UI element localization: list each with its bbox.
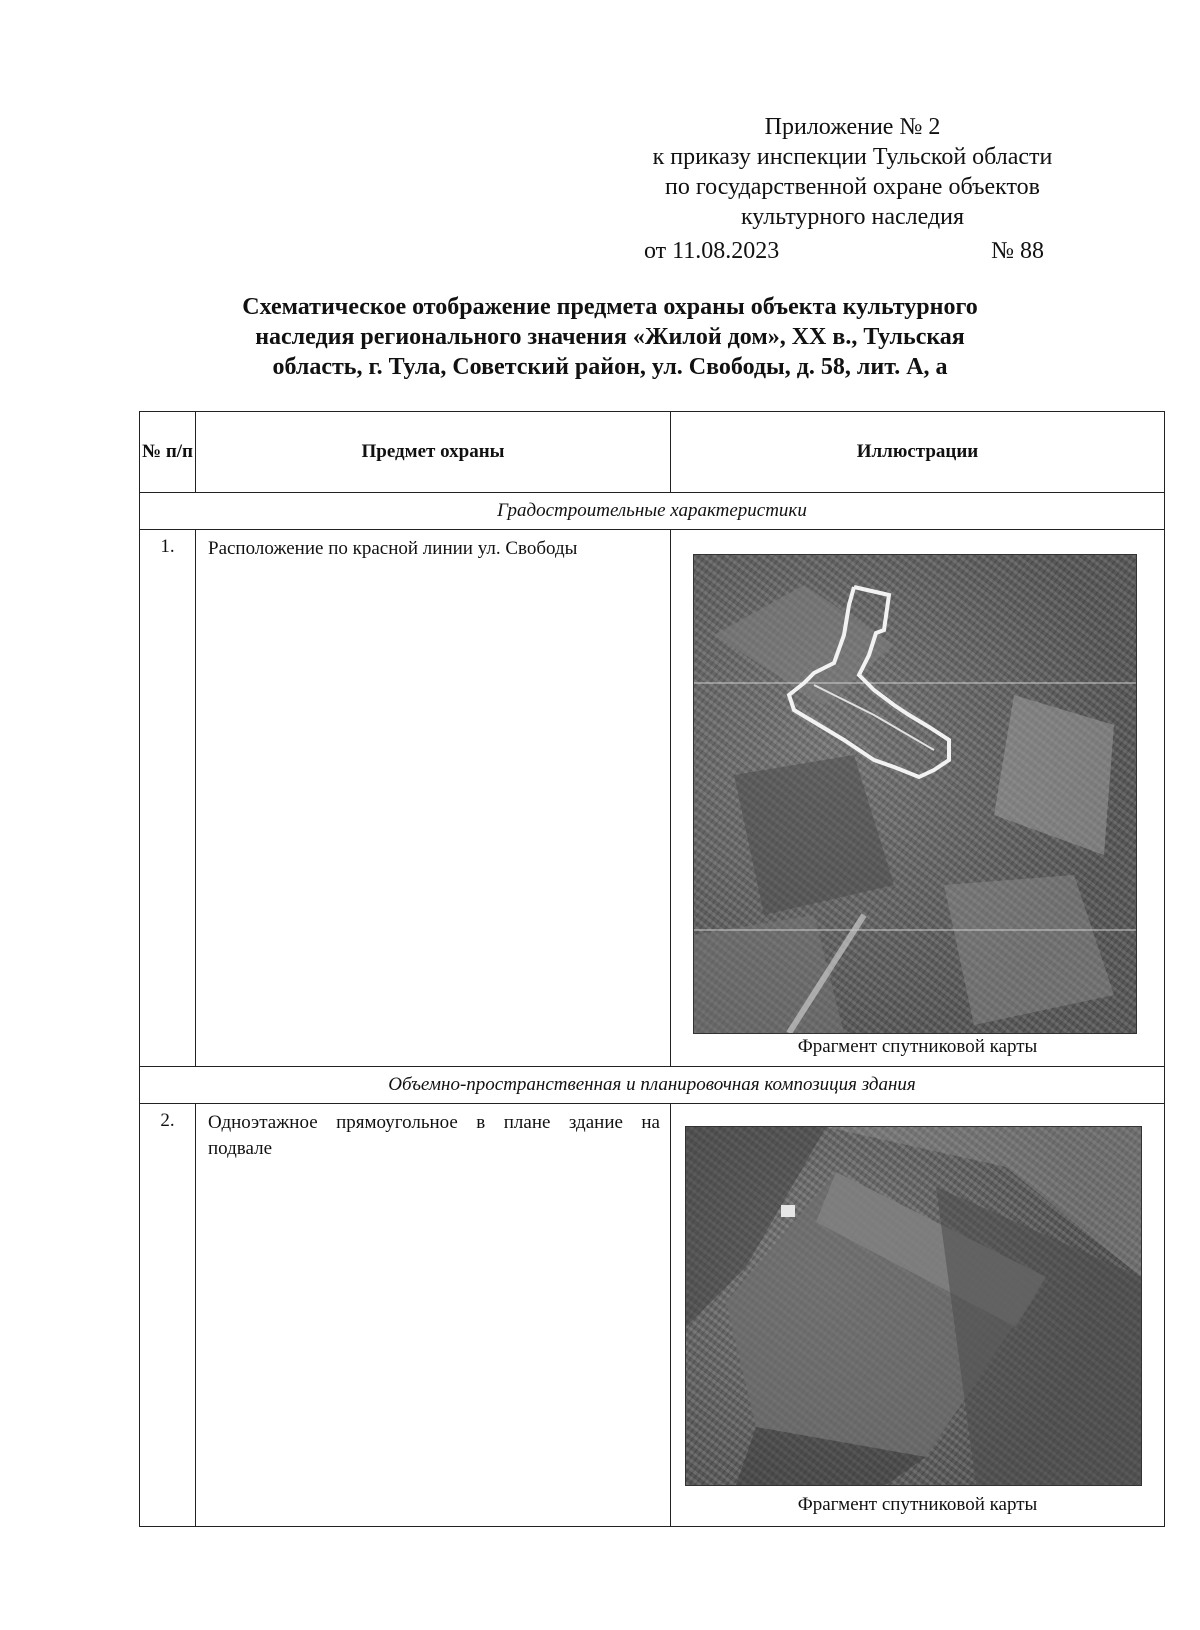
title-line: наследия регионального значения «Жилой дом», XX в., Тульская xyxy=(255,324,965,350)
appendix-header xyxy=(600,112,1105,232)
order-reference-3: культурного наследия xyxy=(740,204,965,230)
order-reference-2: по государственной охране объектов xyxy=(665,174,1040,200)
row-number: 2. xyxy=(140,1104,196,1527)
section-row xyxy=(140,1067,1165,1104)
appendix-label: Приложение № 2 xyxy=(764,114,941,140)
order-number: № 88 xyxy=(991,238,1044,264)
section-title: Градостроительные характеристики xyxy=(140,493,1165,530)
table-row xyxy=(140,530,1165,1067)
order-reference: к приказу инспекции Тульской области xyxy=(652,144,1053,170)
satellite-map-image xyxy=(693,554,1137,1034)
illustration-cell xyxy=(671,530,1165,1067)
table-header-row xyxy=(140,412,1165,493)
building-outline-overlay xyxy=(694,555,1136,1033)
header-illustrations: Иллюстрации xyxy=(671,412,1165,493)
title-line: Схематическое отображение предмета охраны объекта культурного xyxy=(242,294,978,320)
order-date-line xyxy=(644,236,1044,266)
image-caption: Фрагмент спутниковой карты xyxy=(797,1494,1038,1515)
section-row xyxy=(140,493,1165,530)
image-caption: Фрагмент спутниковой карты xyxy=(797,1036,1038,1057)
row-number: 1. xyxy=(140,530,196,1067)
row-subject: Расположение по красной линии ул. Свободы xyxy=(196,530,671,1067)
order-date: от 11.08.2023 xyxy=(644,238,780,264)
header-subject: Предмет охраны xyxy=(196,412,671,493)
illustration-cell xyxy=(671,1104,1165,1527)
row-subject: Одноэтажное прямоугольное в плане здание на подвале xyxy=(196,1104,671,1527)
satellite-map-image xyxy=(685,1126,1142,1486)
table-row xyxy=(140,1104,1165,1527)
section-title: Объемно-пространственная и планировочная композиция здания xyxy=(140,1067,1165,1104)
building-roof-overlay xyxy=(686,1127,1141,1485)
header-num: № п/п xyxy=(140,412,196,493)
protection-subject-table xyxy=(139,411,1165,1527)
document-title xyxy=(160,292,1060,382)
title-line: область, г. Тула, Советский район, ул. Свободы, д. 58, лит. А, а xyxy=(272,354,948,380)
